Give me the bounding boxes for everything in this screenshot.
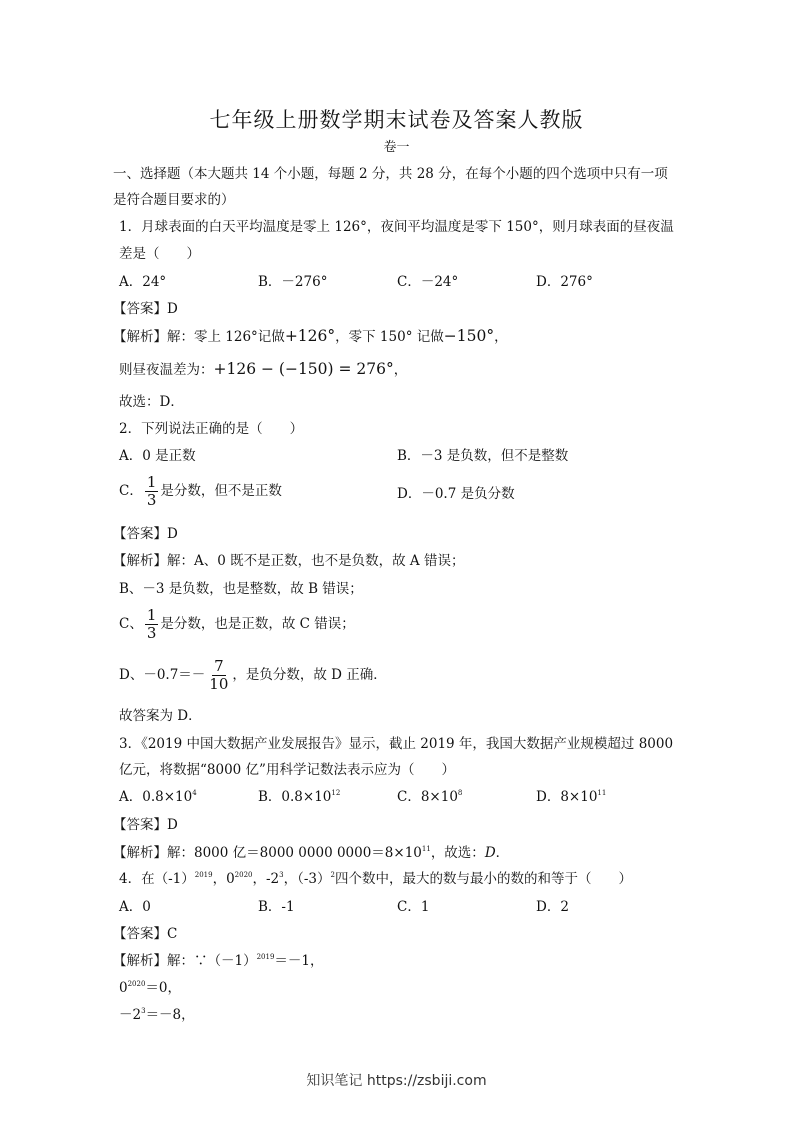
q4-analysis-line-2 bbox=[119, 979, 181, 997]
q3-option-b-base: B．0.8×10 bbox=[258, 789, 332, 805]
fraction-denominator: 3 bbox=[146, 624, 157, 642]
q4-option-a: A．0 bbox=[119, 899, 151, 915]
q3-option-a bbox=[119, 788, 197, 806]
q1-conclusion: 故选：D． bbox=[119, 394, 184, 410]
q4-stem-exponent-1: 2019 bbox=[194, 871, 213, 879]
q3-analysis-letter: D bbox=[484, 845, 496, 861]
q1-analysis-line-2 bbox=[119, 360, 407, 379]
q4-stem-part-1: 4．在（-1） bbox=[119, 871, 195, 887]
fraction-denominator: 10 bbox=[209, 675, 229, 693]
q1-analysis-text-2: ，零下 150° 记做 bbox=[335, 329, 444, 345]
q4-analysis-exponent-3: 3 bbox=[141, 1007, 146, 1015]
q2-analysis-d-fraction bbox=[207, 658, 230, 693]
q1-option-a: A．24° bbox=[119, 274, 167, 290]
q1-analysis-math-1: +126° bbox=[284, 327, 336, 345]
q1-analysis-text-4: 则昼夜温差为： bbox=[119, 362, 214, 378]
q1-analysis-text-1: 【解析】解：零上 126°记做 bbox=[113, 329, 285, 345]
q3-option-c bbox=[397, 788, 462, 806]
q3-option-a-exponent: 4 bbox=[192, 789, 197, 797]
q4-analysis-exponent-2: 2020 bbox=[127, 980, 146, 988]
section-header-line-1: 一、选择题（本大题共 14 个小题，每题 2 分，共 28 分，在每个小题的四个选项中只有一项 bbox=[113, 166, 668, 182]
q1-analysis-math-2: −150° bbox=[443, 327, 495, 345]
q3-answer: 【答案】D bbox=[113, 817, 178, 833]
q4-stem-part-2: ，0 bbox=[212, 871, 235, 887]
q3-option-c-exponent: 8 bbox=[457, 789, 463, 797]
q3-stem-line-1: 3．《2019 中国大数据产业发展报告》显示，截止 2019 年，我国大数据产业规模超过 8000 bbox=[119, 736, 674, 752]
q4-analysis-text-2: ＝－1， bbox=[274, 953, 324, 969]
q1-analysis-text-5: ， bbox=[393, 362, 408, 378]
q2-conclusion: 故答案为 D． bbox=[119, 708, 202, 724]
q4-analysis-text-5: －2 bbox=[119, 1007, 142, 1023]
q2-option-c bbox=[119, 474, 282, 509]
q4-stem-part-4: ，（-3） bbox=[283, 871, 331, 887]
q1-stem-line-2: 差是（ ） bbox=[119, 246, 200, 262]
q3-option-a-base: A．0.8×10 bbox=[119, 789, 193, 805]
q3-option-b bbox=[258, 788, 340, 806]
q2-analysis-b: B、－3 是负数，也是整数，故 B 错误； bbox=[119, 581, 363, 597]
q4-answer: 【答案】C bbox=[113, 926, 178, 942]
page-footer-watermark: 知识笔记 https://zsbiji.com bbox=[306, 1073, 487, 1089]
q4-analysis-exponent-1: 2019 bbox=[256, 953, 275, 961]
q4-analysis-text-6: ＝－8， bbox=[145, 1007, 195, 1023]
fraction-numerator: 7 bbox=[214, 657, 224, 675]
q2-analysis-a: 【解析】解：A、0 既不是正数，也不是负数，故 A 错误； bbox=[113, 553, 465, 569]
q3-option-c-base: C．8×10 bbox=[397, 789, 458, 805]
q4-option-d: D．2 bbox=[536, 899, 569, 915]
q4-analysis-text-4: ＝0， bbox=[145, 980, 182, 996]
q4-analysis-line-3 bbox=[119, 1006, 195, 1024]
section-header-line-2: 是符合题目要求的） bbox=[113, 192, 235, 208]
q3-analysis-end: ． bbox=[495, 845, 510, 861]
q4-option-c: C．1 bbox=[397, 899, 430, 915]
q2-analysis-d-prefix: D、－0.7＝－ bbox=[119, 667, 206, 683]
q4-analysis-line-1 bbox=[113, 952, 324, 970]
q2-option-c-fraction bbox=[145, 474, 159, 509]
q1-option-d: D．276° bbox=[536, 274, 593, 290]
q4-stem-exponent-2: 2020 bbox=[234, 871, 253, 879]
q1-option-c: C．－24° bbox=[397, 274, 459, 290]
q3-analysis-text: 【解析】解：8000 亿＝8000 0000 0000＝8×10 bbox=[113, 845, 422, 861]
page-subtitle: 卷一 bbox=[383, 140, 410, 155]
q4-option-b: B．-1 bbox=[258, 899, 295, 915]
q3-analysis-exponent: 11 bbox=[421, 845, 431, 853]
q1-analysis-line-1 bbox=[113, 327, 508, 346]
q1-analysis-text-3: ， bbox=[494, 329, 508, 345]
q2-option-c-prefix: C． bbox=[119, 483, 143, 499]
q2-analysis-d-text: ，是负分数，故 D 正确． bbox=[232, 667, 387, 683]
q2-answer: 【答案】D bbox=[113, 526, 178, 542]
page-title: 七年级上册数学期末试卷及答案人教版 bbox=[209, 108, 584, 132]
q2-option-d: D．－0.7 是负分数 bbox=[397, 486, 515, 502]
q3-option-d-base: D．8×10 bbox=[536, 789, 598, 805]
q3-option-b-exponent: 12 bbox=[331, 789, 341, 797]
q4-stem-exponent-3: 3 bbox=[279, 871, 284, 879]
q3-option-d-exponent: 11 bbox=[597, 789, 607, 797]
q2-analysis-c-text: 是分数，也是正数，故 C 错误； bbox=[160, 616, 355, 632]
q2-analysis-c bbox=[119, 607, 355, 642]
fraction-denominator: 3 bbox=[146, 491, 157, 509]
q3-option-d bbox=[536, 788, 606, 806]
q3-stem-line-2: 亿元，将数据“8000 亿”用科学记数法表示应为（ ） bbox=[119, 762, 455, 778]
q2-analysis-d bbox=[119, 658, 387, 693]
q1-option-b: B．－276° bbox=[258, 274, 328, 290]
q3-analysis bbox=[113, 844, 509, 862]
fraction-numerator: 1 bbox=[146, 606, 157, 624]
q1-stem-line-1: 1．月球表面的白天平均温度是零上 126°，夜间平均温度是零下 150°，则月球表面的昼夜温 bbox=[119, 219, 674, 235]
q2-option-c-text: 是分数，但不是正数 bbox=[160, 483, 282, 499]
q4-stem-part-5: 四个数中，最大的数与最小的数的和等于（ ） bbox=[335, 871, 632, 887]
q1-answer: 【答案】D bbox=[113, 301, 178, 317]
q2-stem: 2．下列说法正确的是（ ） bbox=[119, 421, 304, 437]
q4-analysis-text-3: 0 bbox=[119, 980, 128, 996]
q4-stem bbox=[119, 870, 632, 888]
q2-analysis-c-prefix: C、 bbox=[119, 616, 143, 632]
q2-option-a: A．0 是正数 bbox=[119, 448, 196, 464]
q4-analysis-text-1: 【解析】解：∵（－1） bbox=[113, 953, 257, 969]
q3-analysis-text-2: ，故选： bbox=[430, 845, 485, 861]
fraction-numerator: 1 bbox=[146, 473, 157, 491]
q4-stem-part-3: ，-2 bbox=[252, 871, 280, 887]
q2-option-b: B．－3 是负数，但不是整数 bbox=[397, 448, 569, 464]
q2-analysis-c-fraction bbox=[145, 607, 159, 642]
q1-analysis-math-3: +126 − (−150) = 276° bbox=[213, 360, 394, 378]
q4-stem-exponent-4: 2 bbox=[330, 871, 335, 879]
